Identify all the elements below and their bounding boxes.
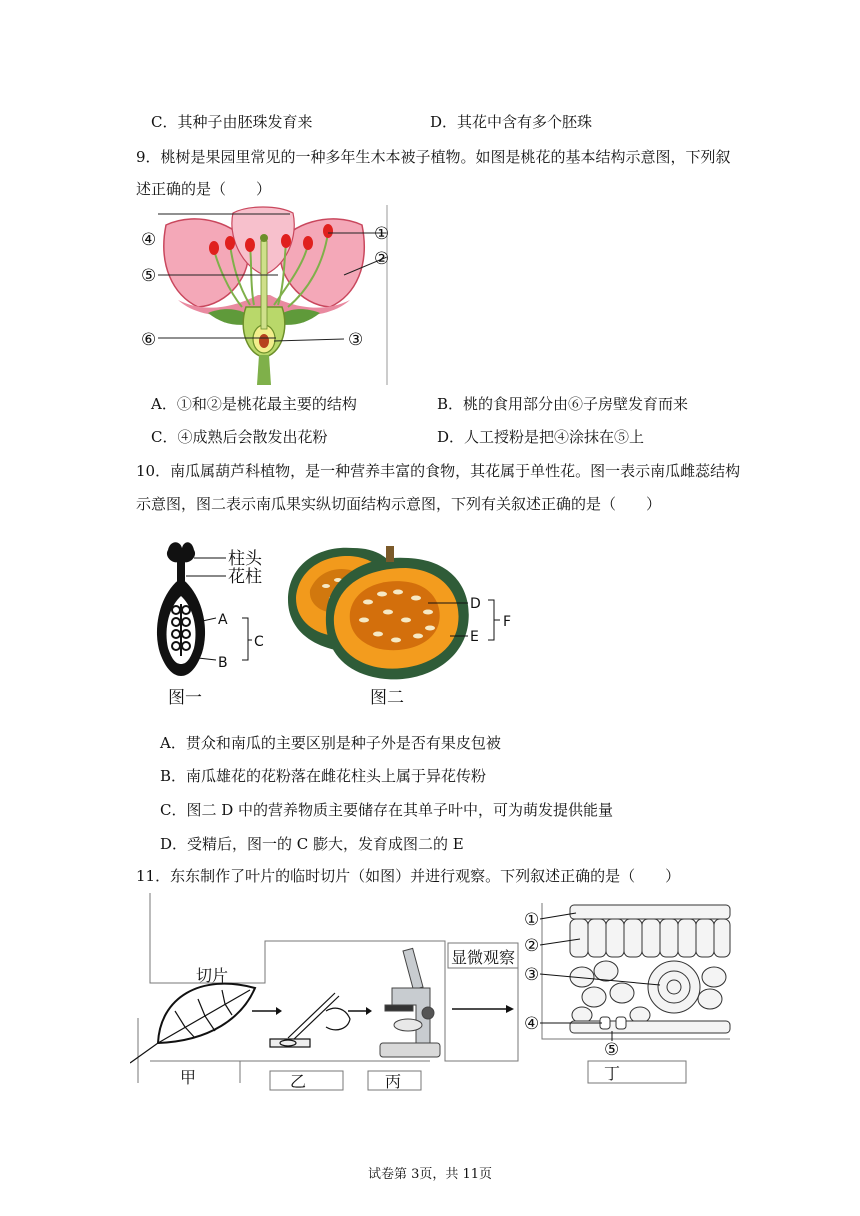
q10-option-d: D．受精后，图一的 C 膨大，发育成图二的 E [160, 835, 464, 853]
pumpkin-section-diagram [278, 540, 523, 710]
peach-flower-diagram [138, 205, 390, 385]
label-slice: 切片 [196, 966, 229, 985]
label-stigma: 柱头 [228, 549, 262, 569]
q10-option-b: B．南瓜雄花的花粉落在雌花柱头上属于异花传粉 [160, 767, 487, 785]
q11-stem: 11．东东制作了叶片的临时切片（如图）并进行观察。下列叙述正确的是（ ） [136, 867, 681, 885]
page-footer: 试卷第 3页，共 11页 [367, 1167, 493, 1182]
caption-jia: 甲 [180, 1068, 197, 1087]
q10-stem-line2: 示意图，图二表示南瓜果实纵切面结构示意图，下列有关叙述正确的是（ ） [136, 495, 662, 513]
label-2: ② [374, 249, 390, 269]
label-5: ⑤ [141, 266, 157, 286]
leaf-label-3: ③ [524, 965, 540, 985]
leaf-label-5: ⑤ [604, 1040, 620, 1060]
leaf-label-4: ④ [524, 1014, 540, 1034]
q10-option-a: A．贯众和南瓜的主要区别是种子外是否有果皮包被 [160, 734, 501, 752]
label-1: ① [374, 224, 390, 244]
q9-option-b: B．桃的食用部分由⑥子房壁发育而来 [437, 395, 689, 413]
leaf-label-1: ① [524, 910, 540, 930]
label-6: ⑥ [141, 330, 157, 350]
caption-bing: 丙 [385, 1072, 402, 1091]
q9-option-a: A．①和②是桃花最主要的结构 [151, 395, 357, 413]
label-3: ③ [348, 330, 364, 350]
label-style: 花柱 [228, 567, 262, 587]
q10-option-c: C．图二 D 中的营养物质主要储存在其单子叶中，可为萌发提供能量 [160, 801, 614, 819]
q9-stem-line1: 9．桃树是果园里常见的一种多年生木本被子植物。如图是桃花的基本结构示意图，下列叙 [136, 148, 731, 166]
label-b: B [218, 655, 228, 671]
q10-stem-line1: 10．南瓜属葫芦科植物，是一种营养丰富的食物，其花属于单性花。图一表示南瓜雌蕊结构 [136, 462, 741, 480]
caption-fig1: 图一 [168, 688, 202, 708]
q9-option-c: C．④成熟后会散发出花粉 [151, 428, 328, 446]
label-e: E [470, 629, 479, 645]
label-a: A [218, 612, 228, 628]
caption-yi: 乙 [290, 1072, 307, 1091]
q8-option-c: C．其种子由胚珠发育来 [151, 113, 313, 131]
leaf-label-2: ② [524, 936, 540, 956]
label-d: D [470, 596, 481, 612]
label-f: F [503, 614, 512, 630]
q9-option-d: D．人工授粉是把④涂抹在⑤上 [437, 428, 645, 446]
label-c: C [254, 634, 264, 650]
q8-option-d: D．其花中含有多个胚珠 [430, 113, 593, 131]
pumpkin-pistil-diagram [150, 538, 275, 708]
leaf-section-procedure-diagram [130, 893, 740, 1093]
label-observe: 显微观察 [451, 948, 516, 967]
q9-stem-line2: 述正确的是（ ） [136, 180, 272, 198]
caption-ding: 丁 [604, 1064, 621, 1083]
label-4: ④ [141, 230, 157, 250]
caption-fig2: 图二 [370, 688, 404, 708]
